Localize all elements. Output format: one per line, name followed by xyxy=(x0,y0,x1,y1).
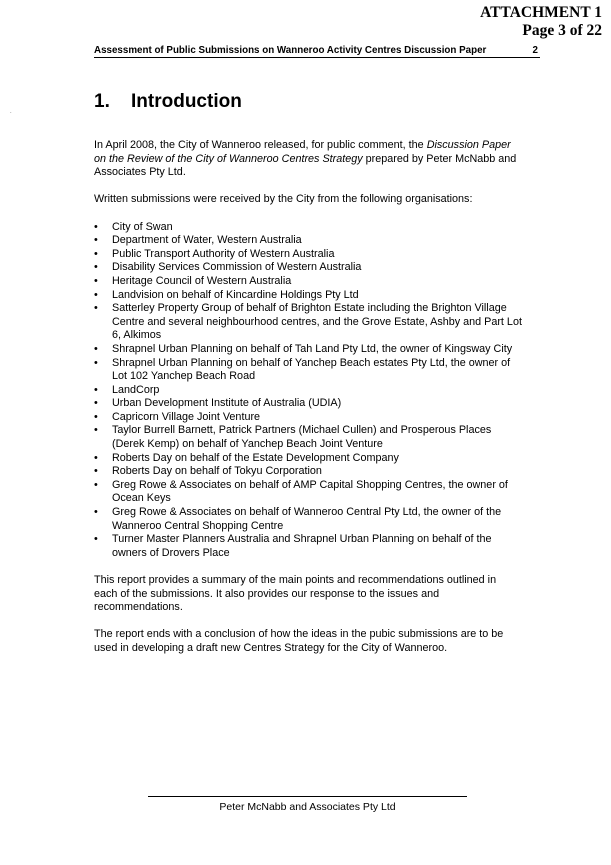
bullet-icon: • xyxy=(94,342,98,355)
organisations-list xyxy=(94,221,522,561)
bullet-icon: • xyxy=(94,220,98,233)
running-header xyxy=(94,45,540,58)
organisation-name: Shrapnel Urban Planning on behalf of Tah Land Pty Ltd, the owner of Kingsway City xyxy=(112,342,513,355)
organisation-name: Roberts Day on behalf of Tokyu Corporation xyxy=(112,465,322,478)
organisation-name: Department of Water, Western Australia xyxy=(112,234,302,247)
organisation-name: Heritage Council of Western Australia xyxy=(112,274,292,287)
organisation-list-item xyxy=(94,424,522,451)
bullet-icon: • xyxy=(94,410,98,423)
summary-paragraph: This report provides a summary of the main points and recommendations outlined in each of the submissions. It also provides our response to the issues and recommendations. xyxy=(94,574,497,614)
organisation-name: Urban Development Institute of Australia (UDIA) xyxy=(112,397,342,410)
organisation-name: Satterley Property Group of behalf of Brighton Estate including the Brighton Village Centre and several neighbourhood centres, and the Grove Estate, Ashby and Part Lot 6, Alkimos xyxy=(112,302,522,342)
organisation-name: Roberts Day on behalf of the Estate Development Company xyxy=(112,451,399,464)
organisation-list-item xyxy=(94,343,522,357)
running-header-title: Assessment of Public Submissions on Wanneroo Activity Centres Discussion Paper xyxy=(94,45,487,56)
organisation-name: Landvision on behalf of Kincardine Holdings Pty Ltd xyxy=(112,288,359,301)
bullet-icon: • xyxy=(94,424,98,437)
bullet-icon: • xyxy=(94,383,98,396)
organisation-name: Public Transport Authority of Western Australia xyxy=(112,247,335,260)
organisation-list-item xyxy=(94,465,522,479)
bullet-icon: • xyxy=(94,451,98,464)
intro-text-after: prepared by Peter McNabb and Associates Pty Ltd. xyxy=(94,152,517,179)
organisation-name: Capricorn Village Joint Venture xyxy=(112,410,261,423)
intro-text-before: In April 2008, the City of Wanneroo released, for public comment, the xyxy=(94,139,427,151)
organisation-list-item xyxy=(94,234,522,248)
bullet-icon: • xyxy=(94,397,98,410)
attachment-label: ATTACHMENT 1 xyxy=(480,4,602,21)
organisation-list-item xyxy=(94,384,522,398)
running-header-page-number: 2 xyxy=(532,45,538,56)
organisation-list-item xyxy=(94,221,522,235)
organisation-list-item xyxy=(94,302,522,343)
attachment-stamp xyxy=(480,4,602,40)
organisation-name: Greg Rowe & Associates on behalf of Wanneroo Central Pty Ltd, the owner of the Wanneroo Central Shopping Centre xyxy=(112,506,502,532)
organisation-name: Turner Master Planners Australia and Shrapnel Urban Planning on behalf of the owners of Drovers Place xyxy=(112,533,492,559)
organisation-name: Greg Rowe & Associates on behalf of AMP Capital Shopping Centres, the owner of Ocean Keys xyxy=(112,478,508,505)
bullet-icon: • xyxy=(94,288,98,301)
bullet-icon: • xyxy=(94,247,98,260)
bullet-icon: • xyxy=(94,478,98,491)
organisation-list-item xyxy=(94,479,522,506)
organisation-list-item xyxy=(94,261,522,275)
section-number: 1. xyxy=(94,91,110,112)
margin-mark: . xyxy=(10,109,12,115)
attachment-page-label: Page 3 of 22 xyxy=(522,22,602,39)
organisation-list-item xyxy=(94,533,522,560)
organisation-list-item xyxy=(94,357,522,384)
organisation-name: City of Swan xyxy=(112,220,173,233)
discussion-paper-title: Discussion Paper on the Review of the City of Wanneroo Centres Strategy xyxy=(94,139,511,165)
organisation-name: Shrapnel Urban Planning on behalf of Yanchep Beach estates Pty Ltd, the owner of Lot 102 Yanchep Beach Road xyxy=(112,356,511,383)
page-footer: Peter McNabb and Associates Pty Ltd xyxy=(219,801,396,813)
section-title: Introduction xyxy=(131,91,242,112)
bullet-icon: • xyxy=(94,234,98,247)
footer-rule xyxy=(148,796,467,797)
bullet-icon: • xyxy=(94,274,98,287)
organisation-list-item xyxy=(94,289,522,303)
conclusion-paragraph: The report ends with a conclusion of how the ideas in the pubic submissions are to be used in developing a draft new Centres Strategy for the City of Wanneroo. xyxy=(94,628,504,654)
bullet-icon: • xyxy=(94,506,98,519)
organisation-list-item xyxy=(94,411,522,425)
document-body xyxy=(94,139,522,669)
bullet-icon: • xyxy=(94,261,98,274)
organisation-list-item xyxy=(94,275,522,289)
bullet-icon: • xyxy=(94,356,98,369)
organisation-list-item xyxy=(94,397,522,411)
submissions-lead-paragraph: Written submissions were received by the City from the following organisations: xyxy=(94,193,473,206)
intro-paragraph xyxy=(94,139,522,180)
organisation-name: Disability Services Commission of Western Australia xyxy=(112,261,362,274)
section-heading xyxy=(94,91,242,113)
bullet-icon: • xyxy=(94,533,98,546)
bullet-icon: • xyxy=(94,302,98,315)
organisation-list-item xyxy=(94,452,522,466)
bullet-icon: • xyxy=(94,465,98,478)
organisation-name: Taylor Burrell Barnett, Patrick Partners (Michael Cullen) and Prosperous Places (Derek Kemp) on behalf of Yanchep Beach Joint Venture xyxy=(112,424,492,451)
organisation-list-item xyxy=(94,506,522,533)
organisation-name: LandCorp xyxy=(112,383,160,396)
organisation-list-item xyxy=(94,248,522,262)
